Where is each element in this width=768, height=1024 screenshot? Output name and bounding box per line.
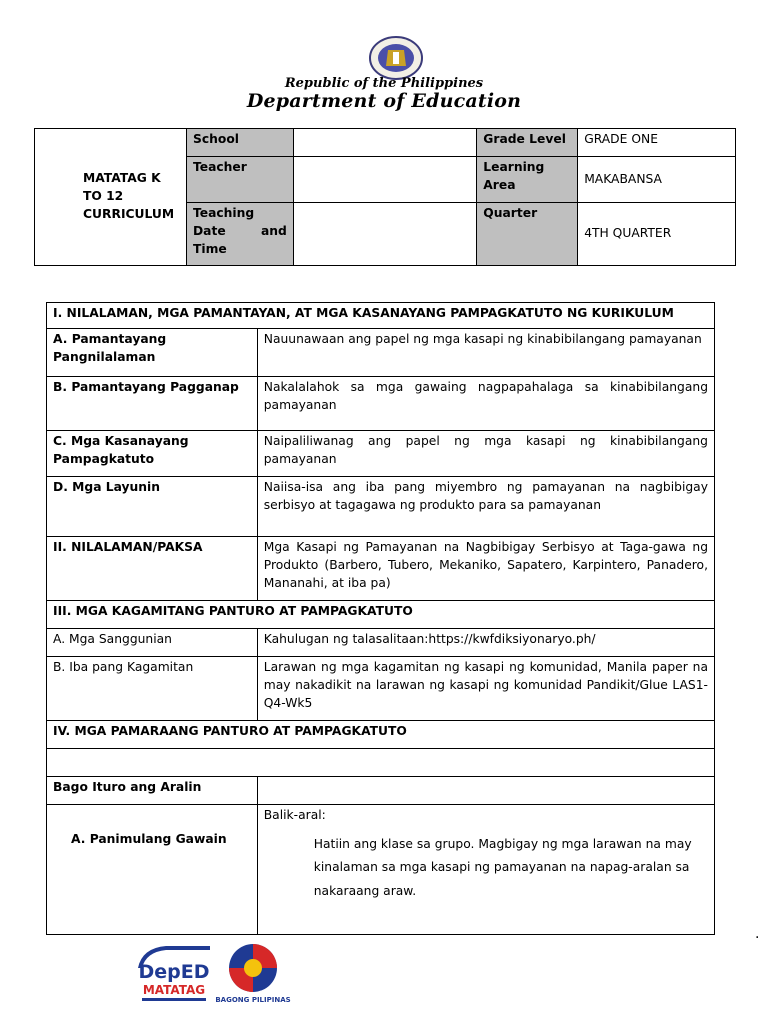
teacher-field[interactable] [293, 157, 476, 203]
section-4-heading: IV. MGA PAMARAANG PANTURO AT PAMPAGKATUTO [47, 721, 715, 749]
deped-seal-icon [368, 36, 424, 80]
bullet-icon [264, 833, 314, 903]
topic-label: II. NILALAMAN/PAKSA [47, 537, 258, 601]
content-standard-value: Nauunawaan ang papel ng mga kasapi ng kinabibilangang pamayanan [257, 329, 714, 377]
section-3-heading: III. MGA KAGAMITANG PANTURO AT PAMPAGKATUTO [47, 601, 715, 629]
school-label: School [186, 129, 293, 157]
competency-value: Naipaliliwanag ang papel ng mga kasapi ng kinabibilangang pamayanan [257, 431, 714, 477]
empty-row [47, 749, 715, 777]
republic-heading: Republic of the Philippines [284, 76, 484, 91]
lesson-plan-table [46, 302, 715, 935]
references-label: A. Mga Sanggunian [47, 629, 258, 657]
activity-bullet [264, 833, 708, 903]
other-materials-label: B. Iba pang Kagamitan [47, 657, 258, 721]
topic-value: Mga Kasapi ng Pamayanan na Nagbibigay Serbisyo at Taga-gawa ng Produkto (Barbero, Tubero, Mekaniko, Sapatero, Karpintero, Panadero, Mananahi, at iba pa) [257, 537, 714, 601]
learning-area-value: MAKABANSA [578, 157, 736, 203]
before-lesson-label: Bago Ituro ang Aralin [47, 777, 258, 805]
curriculum-label: MATATAG K TO 12 CURRICULUM [35, 129, 187, 266]
opening-activity-label: A. Panimulang Gawain [47, 805, 258, 935]
grade-level-label: Grade Level [477, 129, 578, 157]
before-lesson-value [257, 777, 714, 805]
review-label: Balik-aral: [263, 808, 326, 822]
performance-standard-value: Nakalalahok sa mga gawaing nagpapahalaga sa kinabibilangang pamayanan [257, 377, 714, 431]
school-field[interactable] [293, 129, 476, 157]
activity-text: Hatiin ang klase sa grupo. Magbigay ng mga larawan na may kinalaman sa mga kasapi ng pamayanan na napag-aralan sa nakaraang araw. [313, 836, 692, 898]
teaching-date-label: Teaching Date and Time [186, 203, 293, 266]
section-1-heading: I. NILALAMAN, MGA PAMANTAYAN, AT MGA KASANAYANG PAMPAGKATUTO NG KURIKULUM [47, 303, 715, 329]
grade-level-value: GRADE ONE [578, 129, 736, 157]
bagong-pilipinas-text: BAGONG PILIPINAS [215, 996, 291, 1004]
bagong-pilipinas-logo [215, 940, 291, 1004]
deped-matatag-logo [136, 942, 212, 1004]
matatag-logo-text: MATATAG [142, 983, 206, 997]
quarter-label: Quarter [477, 203, 578, 266]
content-standard-label: A. Pamantayang Pangnilalaman [47, 329, 258, 377]
other-materials-value: Larawan ng mga kagamitan ng kasapi ng komunidad, Manila paper na may nakadikit na larawan ng kasapi ng komunidad Pandikit/Glue LAS1-Q4-Wk5 [257, 657, 714, 721]
competency-label: C. Mga Kasanayang Pampagkatuto [47, 431, 258, 477]
teacher-label: Teacher [186, 157, 293, 203]
quarter-value: 4TH QUARTER [578, 203, 736, 266]
objectives-value: Naiisa-isa ang iba pang miyembro ng pamayanan na nagbibigay serbisyo at tagagawa ng produkto para sa pamayanan [257, 477, 714, 537]
stray-dot: . [755, 926, 760, 942]
department-heading: Department of Education [246, 90, 522, 112]
learning-area-label: Learning Area [477, 157, 578, 203]
references-value: Kahulugan ng talasalitaan:https://kwfdiksiyonaryo.ph/ [257, 629, 714, 657]
teaching-date-field[interactable] [293, 203, 476, 266]
objectives-label: D. Mga Layunin [47, 477, 258, 537]
opening-activity-cell [257, 805, 714, 935]
performance-standard-label: B. Pamantayang Pagganap [47, 377, 258, 431]
header-info-table [34, 128, 736, 266]
deped-logo-text: DepED [138, 961, 210, 983]
